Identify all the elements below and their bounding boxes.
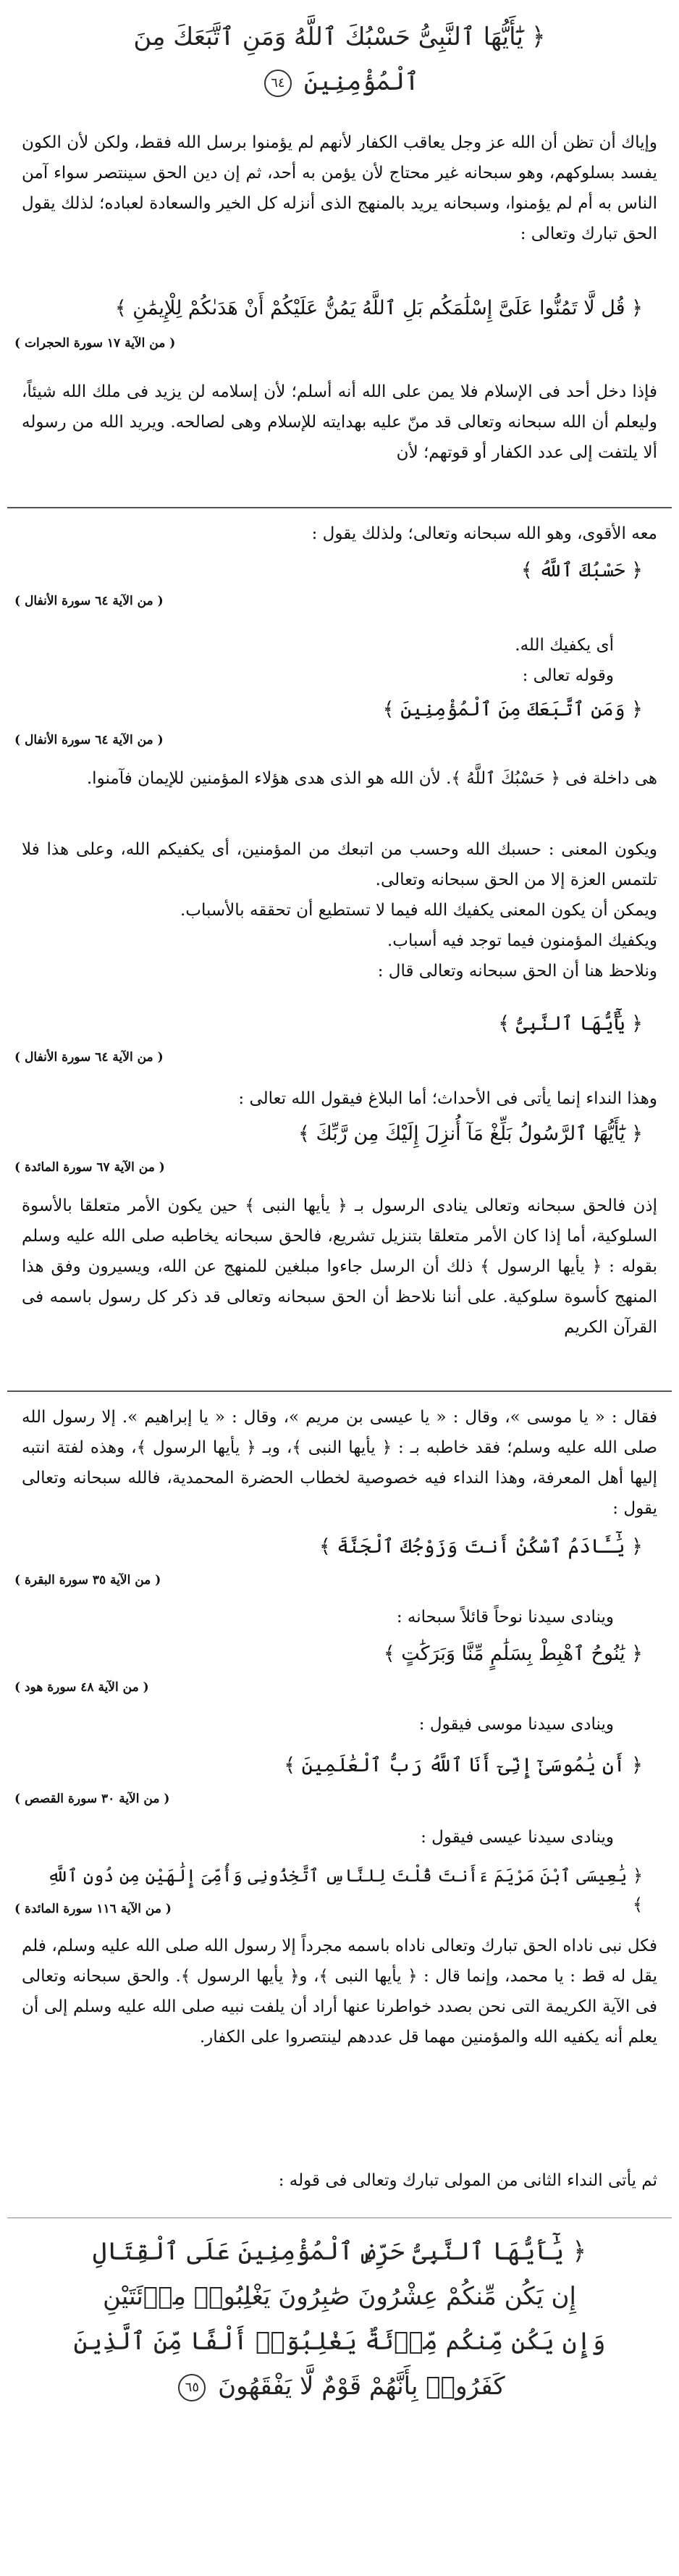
paragraph-11 [22, 1709, 657, 1740]
quran-quote-6: ﴿ يَٰٓـَٔادَمُ ٱسْكُنْ أَنتَ وَزَوْجُكَ ٱلْجَنَّةَ ﴾ [319, 1535, 643, 1558]
reference-5: ( من الآية ٦٧ سورة المائدة ) [14, 1160, 165, 1175]
reference-2: ( من الآية ٦٤ سورة الأنفال ) [14, 594, 164, 608]
footer-verse-line-2: إِن يَكُن مِّنكُمْ عِشْرُونَ صَٰبِرُونَ يَغْلِبُوا۟ مِا۟ئَتَيْنِ [103, 2282, 576, 2311]
paragraph-6-line-1: ويكون المعنى : حسبك الله وحسب من اتبعك من المؤمنين، أى يكفيكم الله، وعلى هذا فلا تلتمس العزة إلا من الحق سبحانه وتعالى. [22, 840, 657, 889]
quran-quote-3: ﴿ وَمَنِ ٱتَّبَعَكَ مِنَ ٱلْمُؤْمِنِينَ ﴾ [382, 698, 643, 721]
paragraph-6-line-2: ويمكن أن يكون المعنى يكفيك الله فيما لا تستطيع أن تحققه بالأسباب. [180, 901, 657, 920]
paragraph-13 [22, 1931, 657, 2052]
paragraph-6 [22, 834, 657, 986]
reference-1: ( من الآية ١٧ سورة الحجرات ) [14, 336, 176, 351]
paragraph-9 [22, 1402, 657, 1524]
paragraph-3-text: معه الأقوى، وهو الله سبحانه وتعالى؛ ولذلك يقول : [311, 524, 657, 543]
paragraph-7 [22, 1083, 657, 1114]
paragraph-3 [22, 519, 657, 549]
paragraph-12-text: وينادى سيدنا عيسى فيقول : [421, 1828, 614, 1847]
footer-ayah-number-badge: ٦٥ [178, 2374, 206, 2401]
section-divider-2 [7, 1390, 672, 1392]
footer-verse-line-4 [22, 2364, 657, 2409]
paragraph-12 [22, 1822, 657, 1853]
footer-verse [22, 2229, 657, 2409]
paragraph-1 [22, 127, 657, 249]
paragraph-14-text: ثم يأتى النداء الثانى من المولى تبارك وتعالى فى قوله : [278, 2171, 657, 2190]
paragraph-10 [22, 1602, 657, 1632]
paragraph-1-text: وإياك أن تظن أن الله عز وجل يعاقب الكفار لأنهم لم يؤمنوا برسل الله فقط، ولكن لأن الكون يفسد بسلوكهم، وهو سبحانه غير محتاج لأن يؤمن به أحد، ثم إن دين الحق سينتصر سواء آمن الناس به أم لم يؤمنوا، وسبحانه يريد بالمنهج الذى أنزله كل الخير والسعادة لعباده؛ لذلك يقول الحق تبارك وتعالى : [22, 133, 657, 243]
quran-quote-4: ﴿ يَٰٓأَيُّهَا ٱلنَّبِىُّ ﴾ [498, 1012, 643, 1035]
header-verse-line-2 [22, 59, 657, 104]
header-verse [22, 14, 657, 104]
paragraph-5-text: هى داخلة فى ﴿ حَسْبُكَ ٱللَّهُ ﴾. لأن الله هو الذى هدى هؤلاء المؤمنين للإيمان فآمنوا. [86, 769, 657, 788]
paragraph-4 [22, 630, 657, 691]
paragraph-2 [22, 377, 657, 468]
ayah-number-badge: ٦٤ [264, 70, 292, 97]
paragraph-10-text: وينادى سيدنا نوحاً قائلاً سبحانه : [396, 1608, 614, 1627]
reference-4: ( من الآية ٦٤ سورة الأنفال ) [14, 1050, 164, 1065]
quran-quote-9: ﴿ يَٰعِيسَى ٱبْنَ مَرْيَمَ ءَأَنتَ قُلْتَ لِلنَّاسِ ٱتَّخِذُونِى وَأُمِّىَ إِلَٰهَيْنِ مِن دُونِ ٱللَّهِ ﴾ [47, 1866, 643, 1915]
reference-6: ( من الآية ٣٥ سورة البقرة ) [14, 1573, 161, 1587]
paragraph-6-line-3: ويكفيك المؤمنون فيما توجد فيه أسباب. [387, 931, 657, 950]
paragraph-8 [22, 1191, 657, 1343]
header-verse-line-2-text: ٱلْمُؤْمِنِينَ [303, 67, 420, 96]
paragraph-6-line-4: ونلاحظ هنا أن الحق سبحانه وتعالى قال : [377, 962, 657, 981]
quran-quote-2: ﴿ حَسْبُكَ ٱللَّهُ ﴾ [520, 559, 643, 582]
paragraph-14 [22, 2165, 657, 2196]
quran-quote-5: ﴿ يَٰٓأَيُّهَا ٱلرَّسُولُ بَلِّغْ مَآ أُنزِلَ إِلَيْكَ مِن رَّبِّكَ ﴾ [298, 1123, 643, 1145]
paragraph-2-text: فإذا دخل أحد فى الإسلام فلا يمن على الله أنه أسلم؛ لأن إسلامه لن يزيد فى ملك الله شيئاً، وليعلم أن الله سبحانه وتعالى قد منّ عليه بهدايته للإسلام وهى لصالحه. ويريد الله من رسوله ألا يلتفت إلى عدد الكفار أو قوتهم؛ لأن [22, 382, 657, 462]
paragraph-4-line-1: أى يكفيك الله. [515, 636, 614, 655]
paragraph-7-text: وهذا النداء إنما يأتى فى الأحداث؛ أما البلاغ فيقول الله تعالى : [238, 1089, 657, 1108]
quran-quote-8: ﴿ أَن يَٰمُوسَىٰٓ إِنِّىٓ أَنَا ٱللَّهُ رَبُّ ٱلْعَٰلَمِينَ ﴾ [284, 1754, 643, 1776]
paragraph-9-text: فقال : « يا موسى »، وقال : « يا عيسى بن مريم »، وقال : « يا إبراهيم ». إلا رسول الله صلى الله عليه وسلم؛ فقد خاطبه بـ : ﴿ يأيها النبى ﴾، وبـ ﴿ يأيها الرسول ﴾، وهذه لفتة انتبه إليها أهل المعرفة، وهذا النداء فيه خصوصية لخطاب الحضرة المحمدية، فالله سبحانه وتعالى يقول : [22, 1408, 657, 1518]
footer-verse-line-3: وَإِن يَكُن مِّنكُم مِّا۟ئَةٌ يَغْلِبُوٓا۟ أَلْفًا مِّنَ ٱلَّذِينَ [73, 2327, 606, 2356]
paragraph-11-text: وينادى سيدنا موسى فيقول : [418, 1715, 614, 1734]
quran-quote-7: ﴿ يَٰنُوحُ ٱهْبِطْ بِسَلَٰمٍ مِّنَّا وَبَرَكَٰتٍ ﴾ [383, 1642, 643, 1665]
section-divider [7, 507, 672, 508]
footer-verse-line-4-text: كَفَرُوا۟ بِأَنَّهُمْ قَوْمٌ لَّا يَفْقَهُونَ [218, 2372, 505, 2401]
quran-quote-1: ﴿ قُل لَّا تَمُنُّوا عَلَىَّ إِسْلَٰمَكُم بَلِ ٱللَّهُ يَمُنُّ عَلَيْكُمْ أَنْ هَدَىٰكُمْ لِلْإِيمَٰنِ ﴾ [114, 297, 643, 319]
reference-8: ( من الآية ٣٠ سورة القصص ) [14, 1792, 170, 1806]
paragraph-5 [22, 763, 657, 794]
paragraph-13-text: فكل نبى ناداه الحق تبارك وتعالى ناداه باسمه مجرداً إلا رسول الله صلى الله عليه وسلم، فلم يقل له قط : يا محمد، وإنما قال : ﴿ يأيها النبى ﴾، و﴿ يأيها الرسول ﴾. والحق سبحانه وتعالى فى الآية الكريمة التى نحن بصدد خواطرنا عنها أراد أن يلفت نبيه صلى الله عليه وسلم إلى أن يعلم أنه يكفيه الله والمؤمنين مهما قل عددهم لينتصروا على الكفار. [22, 1937, 658, 2047]
header-verse-line-1: ﴿ يَٰٓأَيُّهَا ٱلنَّبِىُّ حَسْبُكَ ٱللَّهُ وَمَنِ ٱتَّبَعَكَ مِنَ [133, 22, 546, 51]
paragraph-8-text: إذن فالحق سبحانه وتعالى ينادى الرسول بـ ﴿ يأيها النبى ﴾ حين يكون الأمر متعلقا بالأسوة السلوكية، أما إذا كان الأمر متعلقا بتنزيل تشريع، فالحق سبحانه يخاطبه صلى الله عليه وسلم بقوله : ﴿ يأيها الرسول ﴾ ذلك أن الرسل جاءوا مبلغين للمنهج عن الله، ويسيرون وفق هذا المنهج كأسوة سلوكية. على أننا نلاحظ أن الحق سبحانه وتعالى قد ذكر كل رسول باسمه فى القرآن الكريم [22, 1196, 657, 1337]
reference-3: ( من الآية ٦٤ سورة الأنفال ) [14, 733, 164, 747]
footer-verse-line-1: ﴿ يَٰٓأَيُّهَا ٱلنَّبِىُّ حَرِّضِ ٱلْمُؤْمِنِينَ عَلَى ٱلْقِتَالِ [92, 2237, 587, 2266]
reference-7: ( من الآية ٤٨ سورة هود ) [14, 1680, 149, 1695]
reference-9: ( من الآية ١١٦ سورة المائدة ) [14, 1902, 172, 1916]
paragraph-4-line-2: وقوله تعالى : [522, 666, 614, 685]
